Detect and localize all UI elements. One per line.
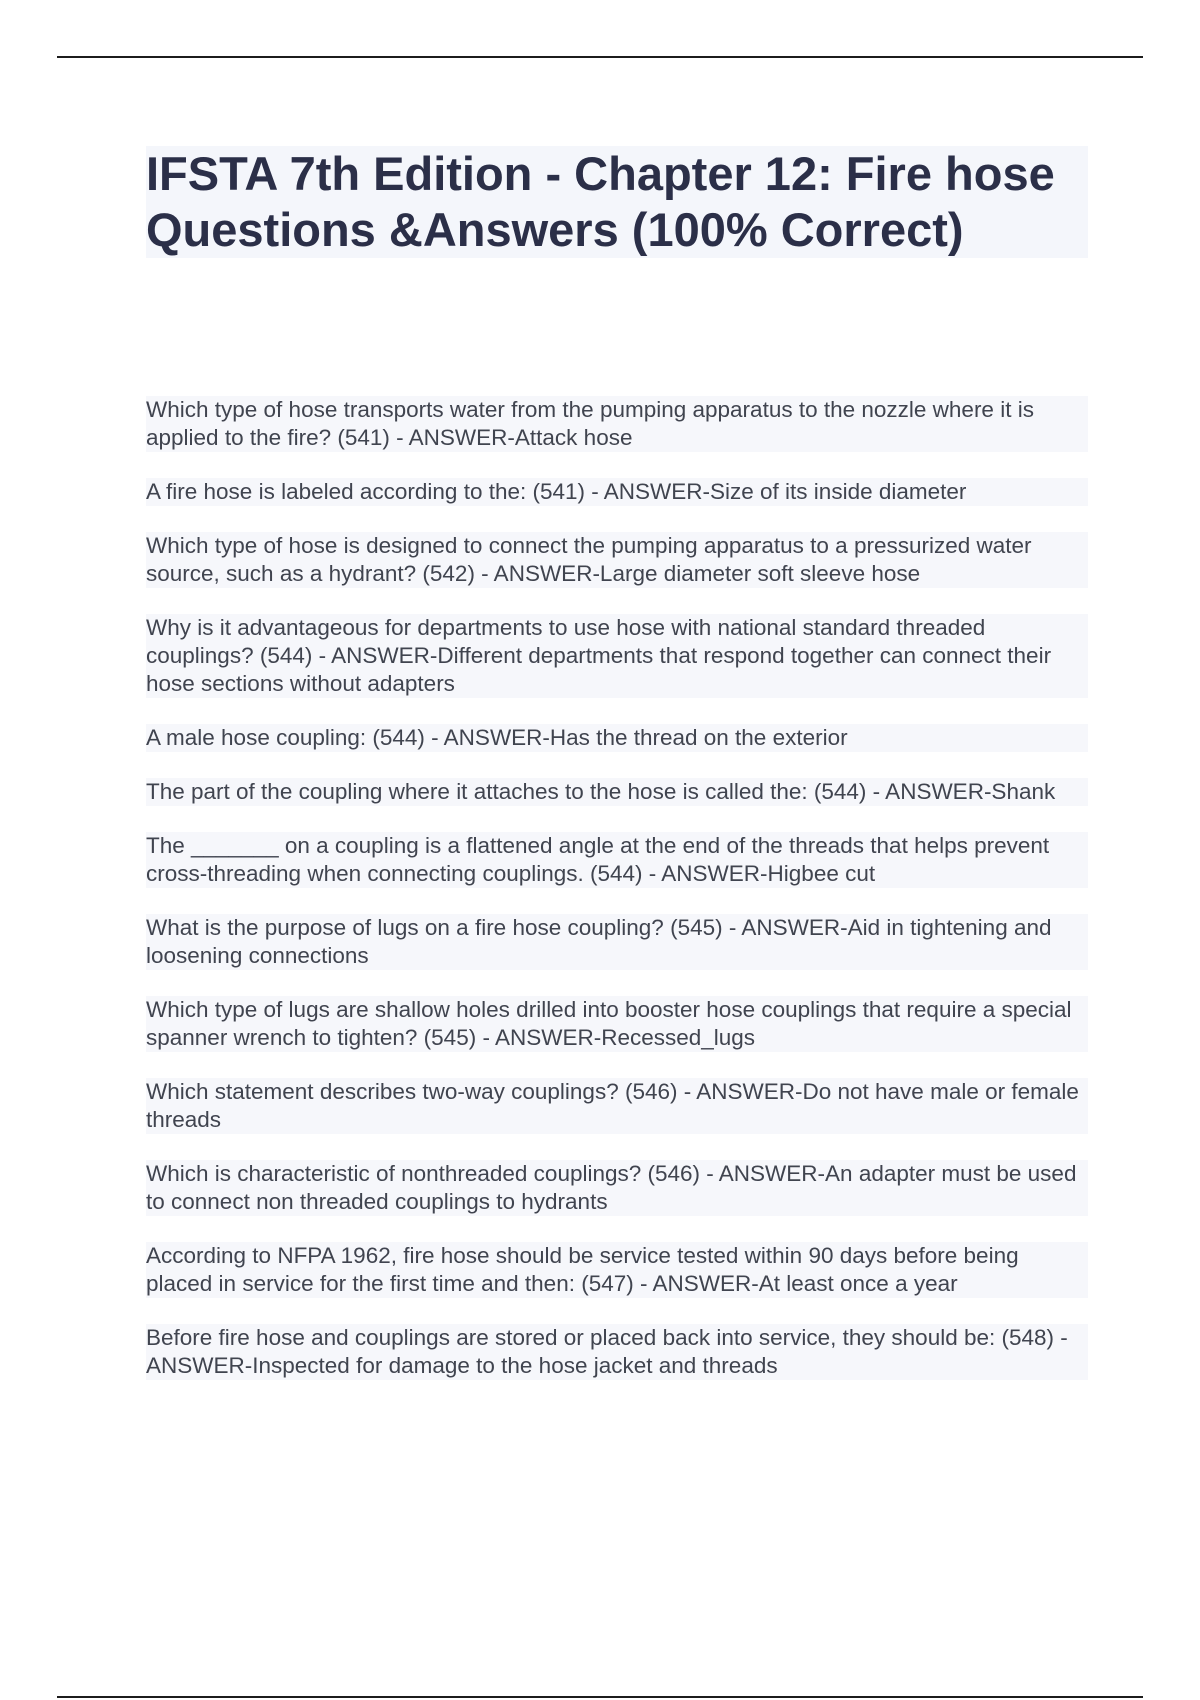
qa-item-10: Which statement describes two-way couplings? (546) - ANSWER-Do not have male or female threads bbox=[146, 1078, 1088, 1134]
qa-item-1: Which type of hose transports water from the pumping apparatus to the nozzle where it is applied to the fire? (541) - ANSWER-Attack hose bbox=[146, 396, 1088, 452]
title-line-1: IFSTA 7th Edition - Chapter 12: Fire hose bbox=[146, 147, 1055, 200]
qa-item-3: Which type of hose is designed to connect the pumping apparatus to a pressurized water source, such as a hydrant? (542) - ANSWER-Large diameter soft sleeve hose bbox=[146, 532, 1088, 588]
qa-item-5: A male hose coupling: (544) - ANSWER-Has the thread on the exterior bbox=[146, 724, 1088, 752]
qa-item-4: Why is it advantageous for departments to use hose with national standard threaded couplings? (544) - ANSWER-Different departments that respond together can connect their hose sections without adapters bbox=[146, 614, 1088, 698]
qa-item-2: A fire hose is labeled according to the: (541) - ANSWER-Size of its inside diameter bbox=[146, 478, 1088, 506]
qa-list bbox=[146, 396, 1088, 1406]
qa-item-13: Before fire hose and couplings are stored or placed back into service, they should be: (548) - ANSWER-Inspected for damage to the hose jacket and threads bbox=[146, 1324, 1088, 1380]
qa-item-8: What is the purpose of lugs on a fire hose coupling? (545) - ANSWER-Aid in tightening and loosening connections bbox=[146, 914, 1088, 970]
qa-item-6: The part of the coupling where it attaches to the hose is called the: (544) - ANSWER-Shank bbox=[146, 778, 1088, 806]
title-line-2: Questions &Answers (100% Correct) bbox=[146, 203, 964, 256]
top-divider bbox=[57, 56, 1143, 58]
bottom-divider bbox=[57, 1696, 1143, 1698]
qa-item-7: The _______ on a coupling is a flattened angle at the end of the threads that helps prevent cross-threading when connecting couplings. (544) - ANSWER-Higbee cut bbox=[146, 832, 1088, 888]
qa-item-12: According to NFPA 1962, fire hose should be service tested within 90 days before being placed in service for the first time and then: (547) - ANSWER-At least once a year bbox=[146, 1242, 1088, 1298]
qa-item-11: Which is characteristic of nonthreaded couplings? (546) - ANSWER-An adapter must be used to connect non threaded couplings to hydrants bbox=[146, 1160, 1088, 1216]
document-title bbox=[146, 146, 1088, 258]
qa-item-9: Which type of lugs are shallow holes drilled into booster hose couplings that require a special spanner wrench to tighten? (545) - ANSWER-Recessed_lugs bbox=[146, 996, 1088, 1052]
